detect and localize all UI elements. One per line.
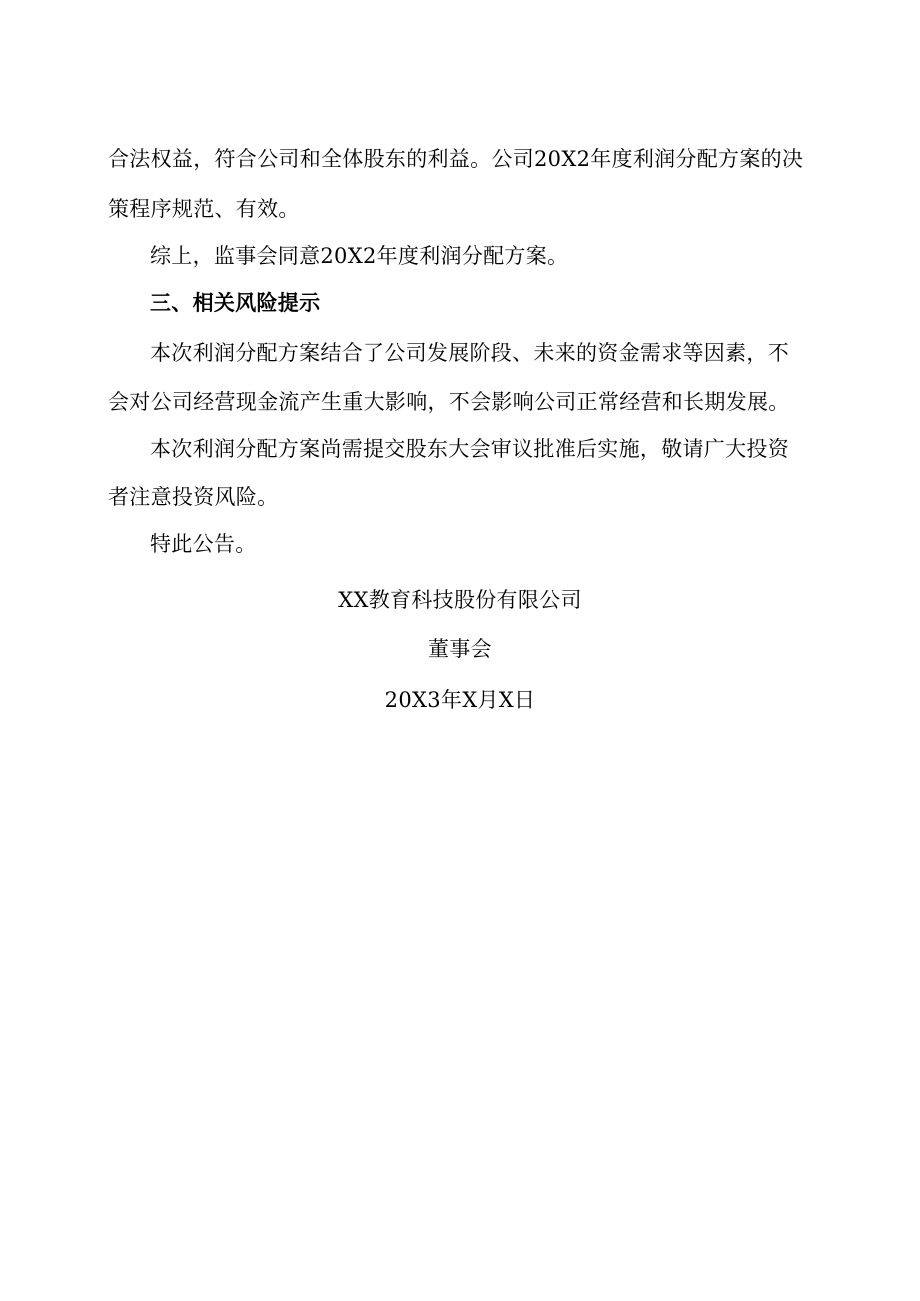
- paragraph-line: 本次利润分配方案尚需提交股东大会审议批准后实施，敬请广大投资: [150, 437, 789, 461]
- paragraph-line: 合法权益，符合公司和全体股东的利益。公司20X2年度利润分配方案的决: [108, 147, 804, 171]
- signature-date: 20X3年X月X日: [384, 688, 536, 712]
- signature-company: XX教育科技股份有限公司: [338, 588, 582, 612]
- paragraph-line: 策程序规范、有效。: [108, 197, 300, 221]
- closing-text: 特此公告。: [150, 532, 257, 556]
- paragraph-line: 本次利润分配方案结合了公司发展阶段、未来的资金需求等因素，不: [150, 341, 789, 365]
- paragraph-line: 会对公司经营现金流产生重大影响，不会影响公司正常经营和长期发展。: [108, 390, 790, 414]
- paragraph-line: 者注意投资风险。: [108, 485, 279, 509]
- signature-board: 董事会: [428, 637, 492, 661]
- paragraph-line: 综上，监事会同意20X2年度利润分配方案。: [150, 244, 569, 268]
- section-heading: 三、相关风险提示: [150, 290, 321, 315]
